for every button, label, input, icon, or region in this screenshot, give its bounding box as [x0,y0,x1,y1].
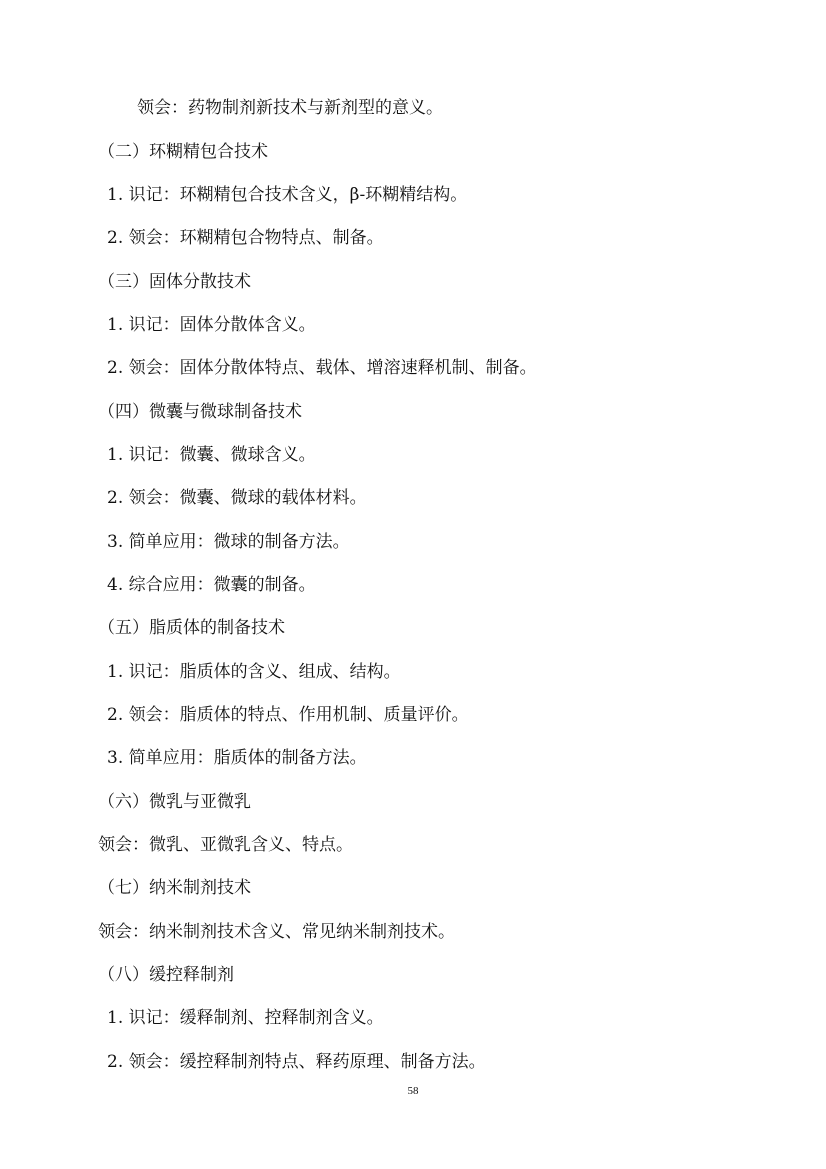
section-heading: （七）纳米制剂技术 [98,878,251,898]
section-heading: （二）环糊精包合技术 [98,142,268,162]
section-heading: （八）缓控释制剂 [98,965,234,985]
section-heading: （五）脂质体的制备技术 [98,618,285,638]
section-heading: （四）微囊与微球制备技术 [98,402,302,422]
section-heading: （三）固体分散技术 [98,272,251,292]
text-line: 2. 领会：固体分散体特点、载体、增溶速释机制、制备。 [107,358,537,378]
text-line: 领会：纳米制剂技术含义、常见纳米制剂技术。 [98,922,455,942]
text-line: 领会：微乳、亚微乳含义、特点。 [98,835,353,855]
text-line: 1. 识记：微囊、微球含义。 [107,445,316,465]
text-line: 1. 识记：缓释制剂、控释制剂含义。 [107,1008,384,1028]
text-line: 2. 领会：环糊精包合物特点、制备。 [107,228,384,248]
text-line: 领会：药物制剂新技术与新剂型的意义。 [137,98,443,118]
text-line: 3. 简单应用：脂质体的制备方法。 [107,748,367,768]
text-line: 1. 识记：固体分散体含义。 [107,315,316,335]
text-line: 1. 识记：环糊精包合技术含义，β-环糊精结构。 [107,185,468,205]
page-number: 58 [407,1085,419,1097]
text-line: 2. 领会：缓控释制剂特点、释药原理、制备方法。 [107,1052,486,1072]
section-heading: （六）微乳与亚微乳 [98,792,251,812]
text-line: 4. 综合应用：微囊的制备。 [107,575,316,595]
text-line: 2. 领会：脂质体的特点、作用机制、质量评价。 [107,705,469,725]
text-line: 1. 识记：脂质体的含义、组成、结构。 [107,662,401,682]
text-line: 3. 简单应用：微球的制备方法。 [107,532,350,552]
text-line: 2. 领会：微囊、微球的载体材料。 [107,488,367,508]
